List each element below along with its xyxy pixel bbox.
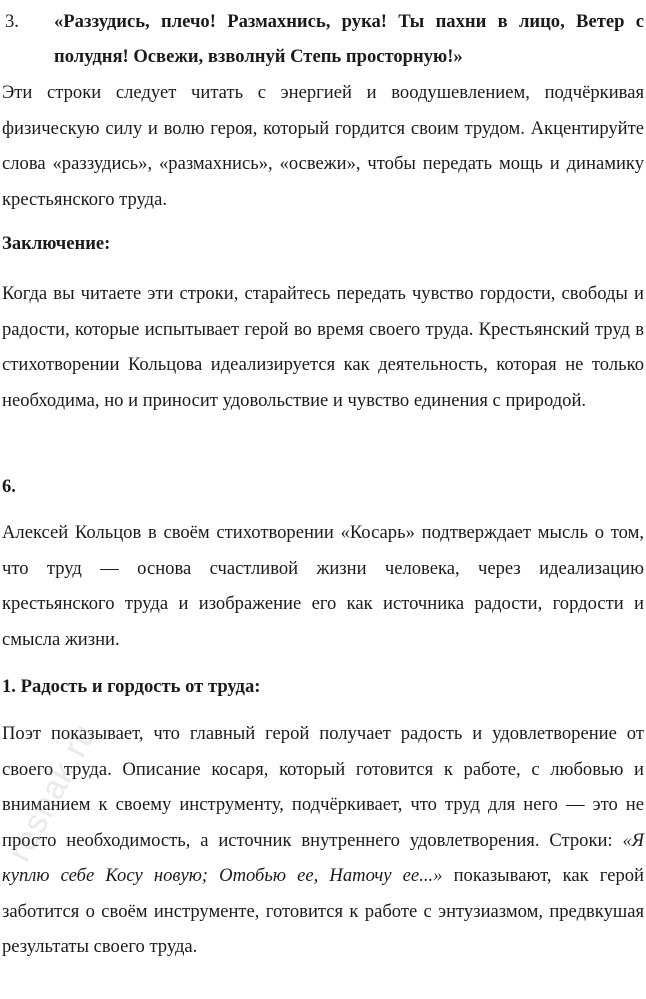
list-number: 3. [5, 11, 19, 32]
paragraph-conclusion: Когда вы читаете эти строки, старайтесь передать чувство гордости, свободы и радости, которые испытывает герой во время своего труда. Крестьянский труд в стихотворении Кольцова идеализируется как деятельность, которая не только необходима, но и приносит удовольствие и чувство единения с природой. [2, 283, 644, 411]
heading-section-6: 6. [2, 476, 16, 497]
poem-citation: «Я куплю себе Косу новую; Отобью ее, Наточу ее...» [2, 829, 644, 886]
paragraph-text-before: Поэт показывает, что главный герой получает радость и удовлетворение от своего труда. Описание косаря, который готовится к работе, с любовью и вниманием к своему инструменту, подчёркивает, что труд для него — это не просто необходимость, а источник внутреннего удовлетворения. Строки: [2, 723, 644, 851]
paragraph-thesis: Алексей Кольцов в своём стихотворении «Косарь» подтверждает мысль о том, что труд — основа счастливой жизни человека, через идеализацию крестьянского труда и изображение его как источника радости, гордости и смысла жизни. [2, 522, 644, 650]
heading-conclusion: Заключение: [2, 233, 111, 254]
watermark-logo: reshak.ru [0, 716, 105, 868]
poem-quote: «Раззудись, плечо! Размахнись, рука! Ты пахни в лицо, Ветер с полудня! Освежи, взволнуй Степь просторную!» [54, 11, 644, 67]
paragraph-reading-advice: Эти строки следует читать с энергией и воодушевлением, подчёркивая физическую силу и волю героя, который гордится своим трудом. Акцентируйте слова «раззудись», «размахнись», «освежи», чтобы передать мощь и динамику крестьянского труда. [2, 82, 644, 210]
paragraph-joy-pride [2, 716, 644, 965]
heading-joy-pride: 1. Радость и гордость от труда: [2, 676, 261, 697]
paragraph-text-after: показывают, как герой заботится о своём инструменте, готовится к работе с энтузиазмом, предвкушая результаты своего труда. [2, 865, 644, 957]
